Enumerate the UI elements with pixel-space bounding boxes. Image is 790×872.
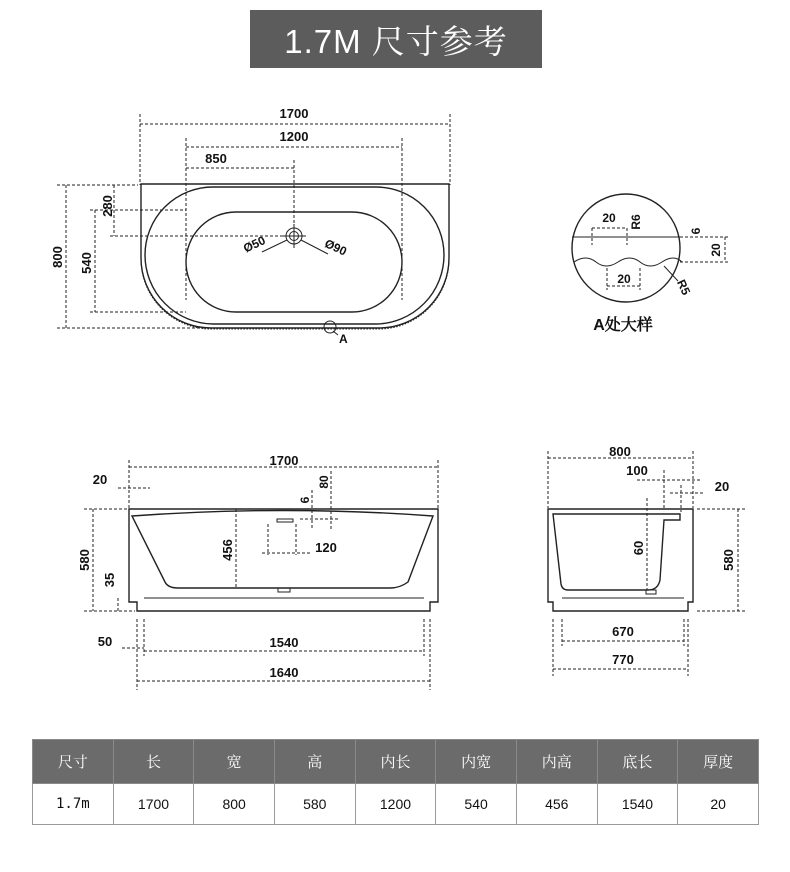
spec-cell-size: 1.7m bbox=[33, 784, 114, 825]
spec-header-inner-width: 内宽 bbox=[436, 740, 517, 784]
front-base-offset-label: 50 bbox=[97, 634, 113, 649]
side-view bbox=[548, 444, 745, 676]
front-inner-height-label: 456 bbox=[220, 539, 235, 561]
top-inner-width-label: 540 bbox=[79, 252, 94, 274]
spec-header-height: 高 bbox=[274, 740, 355, 784]
side-inner-height-label: 60 bbox=[631, 540, 646, 556]
spec-cell-width: 800 bbox=[194, 784, 275, 825]
side-lip-label: 100 bbox=[626, 463, 648, 478]
spec-header-length: 长 bbox=[113, 740, 194, 784]
detail-radius-bottom-label: R5 bbox=[674, 277, 694, 298]
detail-gap-label: 6 bbox=[689, 227, 703, 235]
detail-radius-top-label: R6 bbox=[629, 214, 643, 230]
top-length-label: 1700 bbox=[279, 106, 309, 121]
spec-cell-inner-width: 540 bbox=[436, 784, 517, 825]
front-view bbox=[77, 453, 438, 690]
spec-cell-inner-height: 456 bbox=[516, 784, 597, 825]
top-outer-outline bbox=[141, 184, 449, 328]
top-overflow-dia-label: Ø90 bbox=[322, 236, 349, 259]
detail-pitch-top-label: 20 bbox=[602, 211, 616, 225]
front-gap-label: 6 bbox=[298, 496, 312, 504]
front-outline bbox=[129, 509, 438, 611]
table-row bbox=[33, 784, 759, 825]
detail-pitch-bottom-label: 20 bbox=[617, 272, 631, 286]
spec-cell-length: 1700 bbox=[113, 784, 194, 825]
side-basin bbox=[553, 514, 680, 590]
front-rim-height-label: 80 bbox=[317, 475, 331, 489]
spec-cell-inner-length: 1200 bbox=[355, 784, 436, 825]
spec-header-size: 尺寸 bbox=[33, 740, 114, 784]
detail-caption: A处大样 bbox=[593, 317, 653, 334]
side-wall-label: 20 bbox=[714, 479, 730, 494]
top-inner-length-label: 1200 bbox=[279, 129, 309, 144]
spec-header-base-length: 底长 bbox=[597, 740, 678, 784]
top-drain-offset-label: 850 bbox=[205, 151, 227, 166]
spec-header-width: 宽 bbox=[194, 740, 275, 784]
top-depth-label: 800 bbox=[50, 246, 65, 268]
front-height-label: 580 bbox=[77, 549, 92, 571]
front-base-step-label: 35 bbox=[102, 572, 117, 588]
spec-header-inner-height: 内高 bbox=[516, 740, 597, 784]
spec-cell-height: 580 bbox=[274, 784, 355, 825]
top-drain-dia-label: Ø50 bbox=[241, 233, 268, 256]
side-base-width-label: 770 bbox=[612, 652, 634, 667]
spec-table bbox=[32, 739, 759, 825]
page-title-text: 1.7M 尺寸参考 bbox=[284, 22, 508, 60]
top-detail-marker bbox=[324, 321, 336, 333]
spec-cell-base-length: 1540 bbox=[597, 784, 678, 825]
spec-table-header-row bbox=[33, 740, 759, 784]
side-width-label: 800 bbox=[609, 444, 631, 459]
top-rim-label: 280 bbox=[100, 195, 115, 217]
top-view bbox=[50, 106, 450, 346]
front-base-length-label: 1540 bbox=[269, 635, 299, 650]
detail-a bbox=[572, 194, 730, 334]
side-inner-width-label: 670 bbox=[612, 624, 634, 639]
front-wall-label: 20 bbox=[92, 472, 108, 487]
side-outline bbox=[548, 509, 693, 611]
front-drain-width-label: 120 bbox=[315, 540, 337, 555]
front-length-label: 1700 bbox=[269, 453, 299, 468]
detail-height-label: 20 bbox=[709, 243, 723, 257]
spec-cell-thickness: 20 bbox=[678, 784, 759, 825]
spec-header-thickness: 厚度 bbox=[678, 740, 759, 784]
side-height-label: 580 bbox=[721, 549, 736, 571]
top-detail-marker-label: A bbox=[339, 332, 348, 346]
spec-header-inner-length: 内长 bbox=[355, 740, 436, 784]
front-plinth-label: 1640 bbox=[269, 665, 299, 680]
